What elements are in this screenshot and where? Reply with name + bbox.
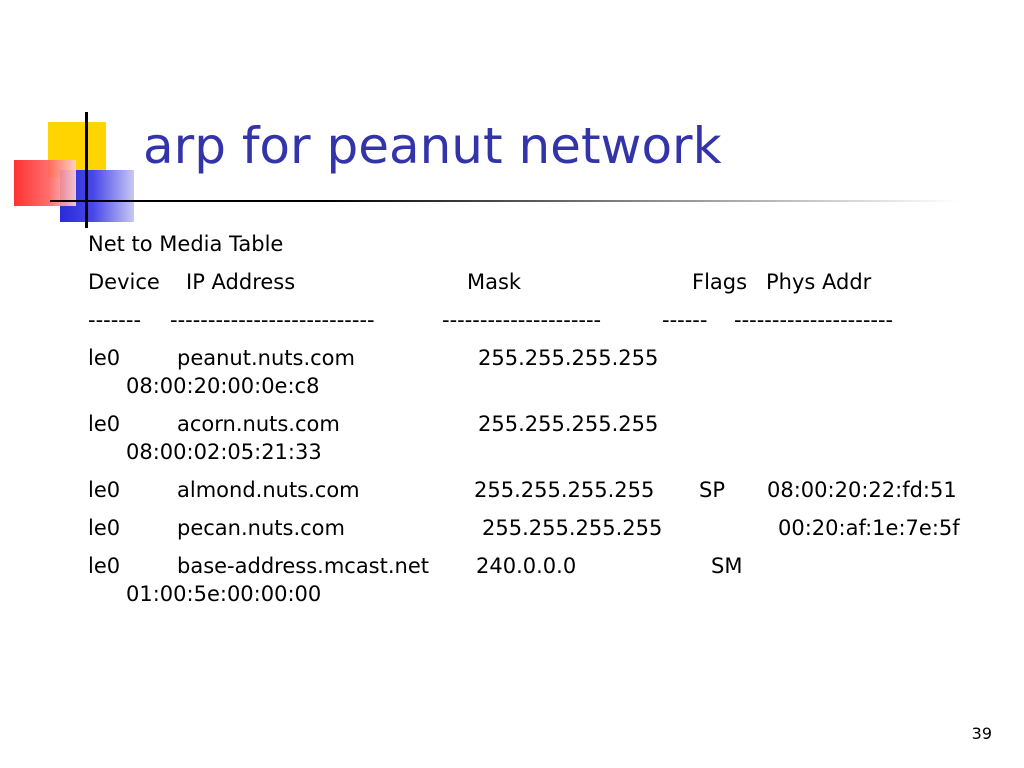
- table-caption-text: Net to Media Table: [88, 232, 284, 256]
- cell-ip-address: base-address.mcast.net: [177, 554, 429, 578]
- header-mask: Mask: [467, 270, 522, 294]
- separator-phys-addr: ---------------------: [734, 308, 894, 332]
- page-number: 39: [971, 724, 992, 743]
- cell-mask: 255.255.255.255: [482, 516, 663, 540]
- cell-phys-addr: 00:20:af:1e:7e:5f: [778, 516, 960, 540]
- cell-ip-address: acorn.nuts.com: [177, 412, 340, 436]
- separator-ip-address: ---------------------------: [170, 308, 375, 332]
- table-row-continuation: [88, 580, 988, 608]
- arp-table: [88, 230, 988, 608]
- cell-device: le0: [88, 516, 121, 540]
- table-row-continuation: [88, 438, 988, 466]
- table-row: [88, 410, 988, 438]
- table-row: [88, 514, 988, 542]
- logo-vertical-line: [85, 112, 88, 228]
- cell-phys-addr: 08:00:02:05:21:33: [126, 440, 322, 464]
- table-row: [88, 476, 988, 504]
- header-flags: Flags: [692, 270, 748, 294]
- separator-flags: ------: [662, 308, 708, 332]
- cell-flags: SP: [699, 478, 725, 502]
- table-row-continuation: [88, 372, 988, 400]
- cell-device: le0: [88, 346, 121, 370]
- cell-phys-addr: 01:00:5e:00:00:00: [126, 582, 322, 606]
- cell-ip-address: almond.nuts.com: [177, 478, 360, 502]
- cell-mask: 255.255.255.255: [478, 346, 659, 370]
- header-phys-addr: Phys Addr: [766, 270, 872, 294]
- cell-phys-addr: 08:00:20:22:fd:51: [767, 478, 957, 502]
- cell-device: le0: [88, 478, 121, 502]
- cell-ip-address: pecan.nuts.com: [177, 516, 345, 540]
- cell-mask: 255.255.255.255: [478, 412, 659, 436]
- cell-device: le0: [88, 554, 121, 578]
- table-caption: [88, 230, 988, 258]
- cell-flags: SM: [711, 554, 743, 578]
- table-header-row: [88, 268, 988, 296]
- cell-mask: 255.255.255.255: [474, 478, 655, 502]
- cell-mask: 240.0.0.0: [476, 554, 577, 578]
- cell-phys-addr: 08:00:20:00:0e:c8: [126, 374, 320, 398]
- title-underline: [50, 200, 960, 202]
- table-row: [88, 344, 988, 372]
- slide-title: arp for peanut network: [143, 117, 722, 175]
- header-device: Device: [88, 270, 160, 294]
- cell-ip-address: peanut.nuts.com: [177, 346, 355, 370]
- cell-device: le0: [88, 412, 121, 436]
- separator-mask: ---------------------: [442, 308, 602, 332]
- table-row: [88, 552, 988, 580]
- table-separator-row: [88, 306, 988, 334]
- header-ip-address: IP Address: [186, 270, 296, 294]
- separator-device: -------: [88, 308, 142, 332]
